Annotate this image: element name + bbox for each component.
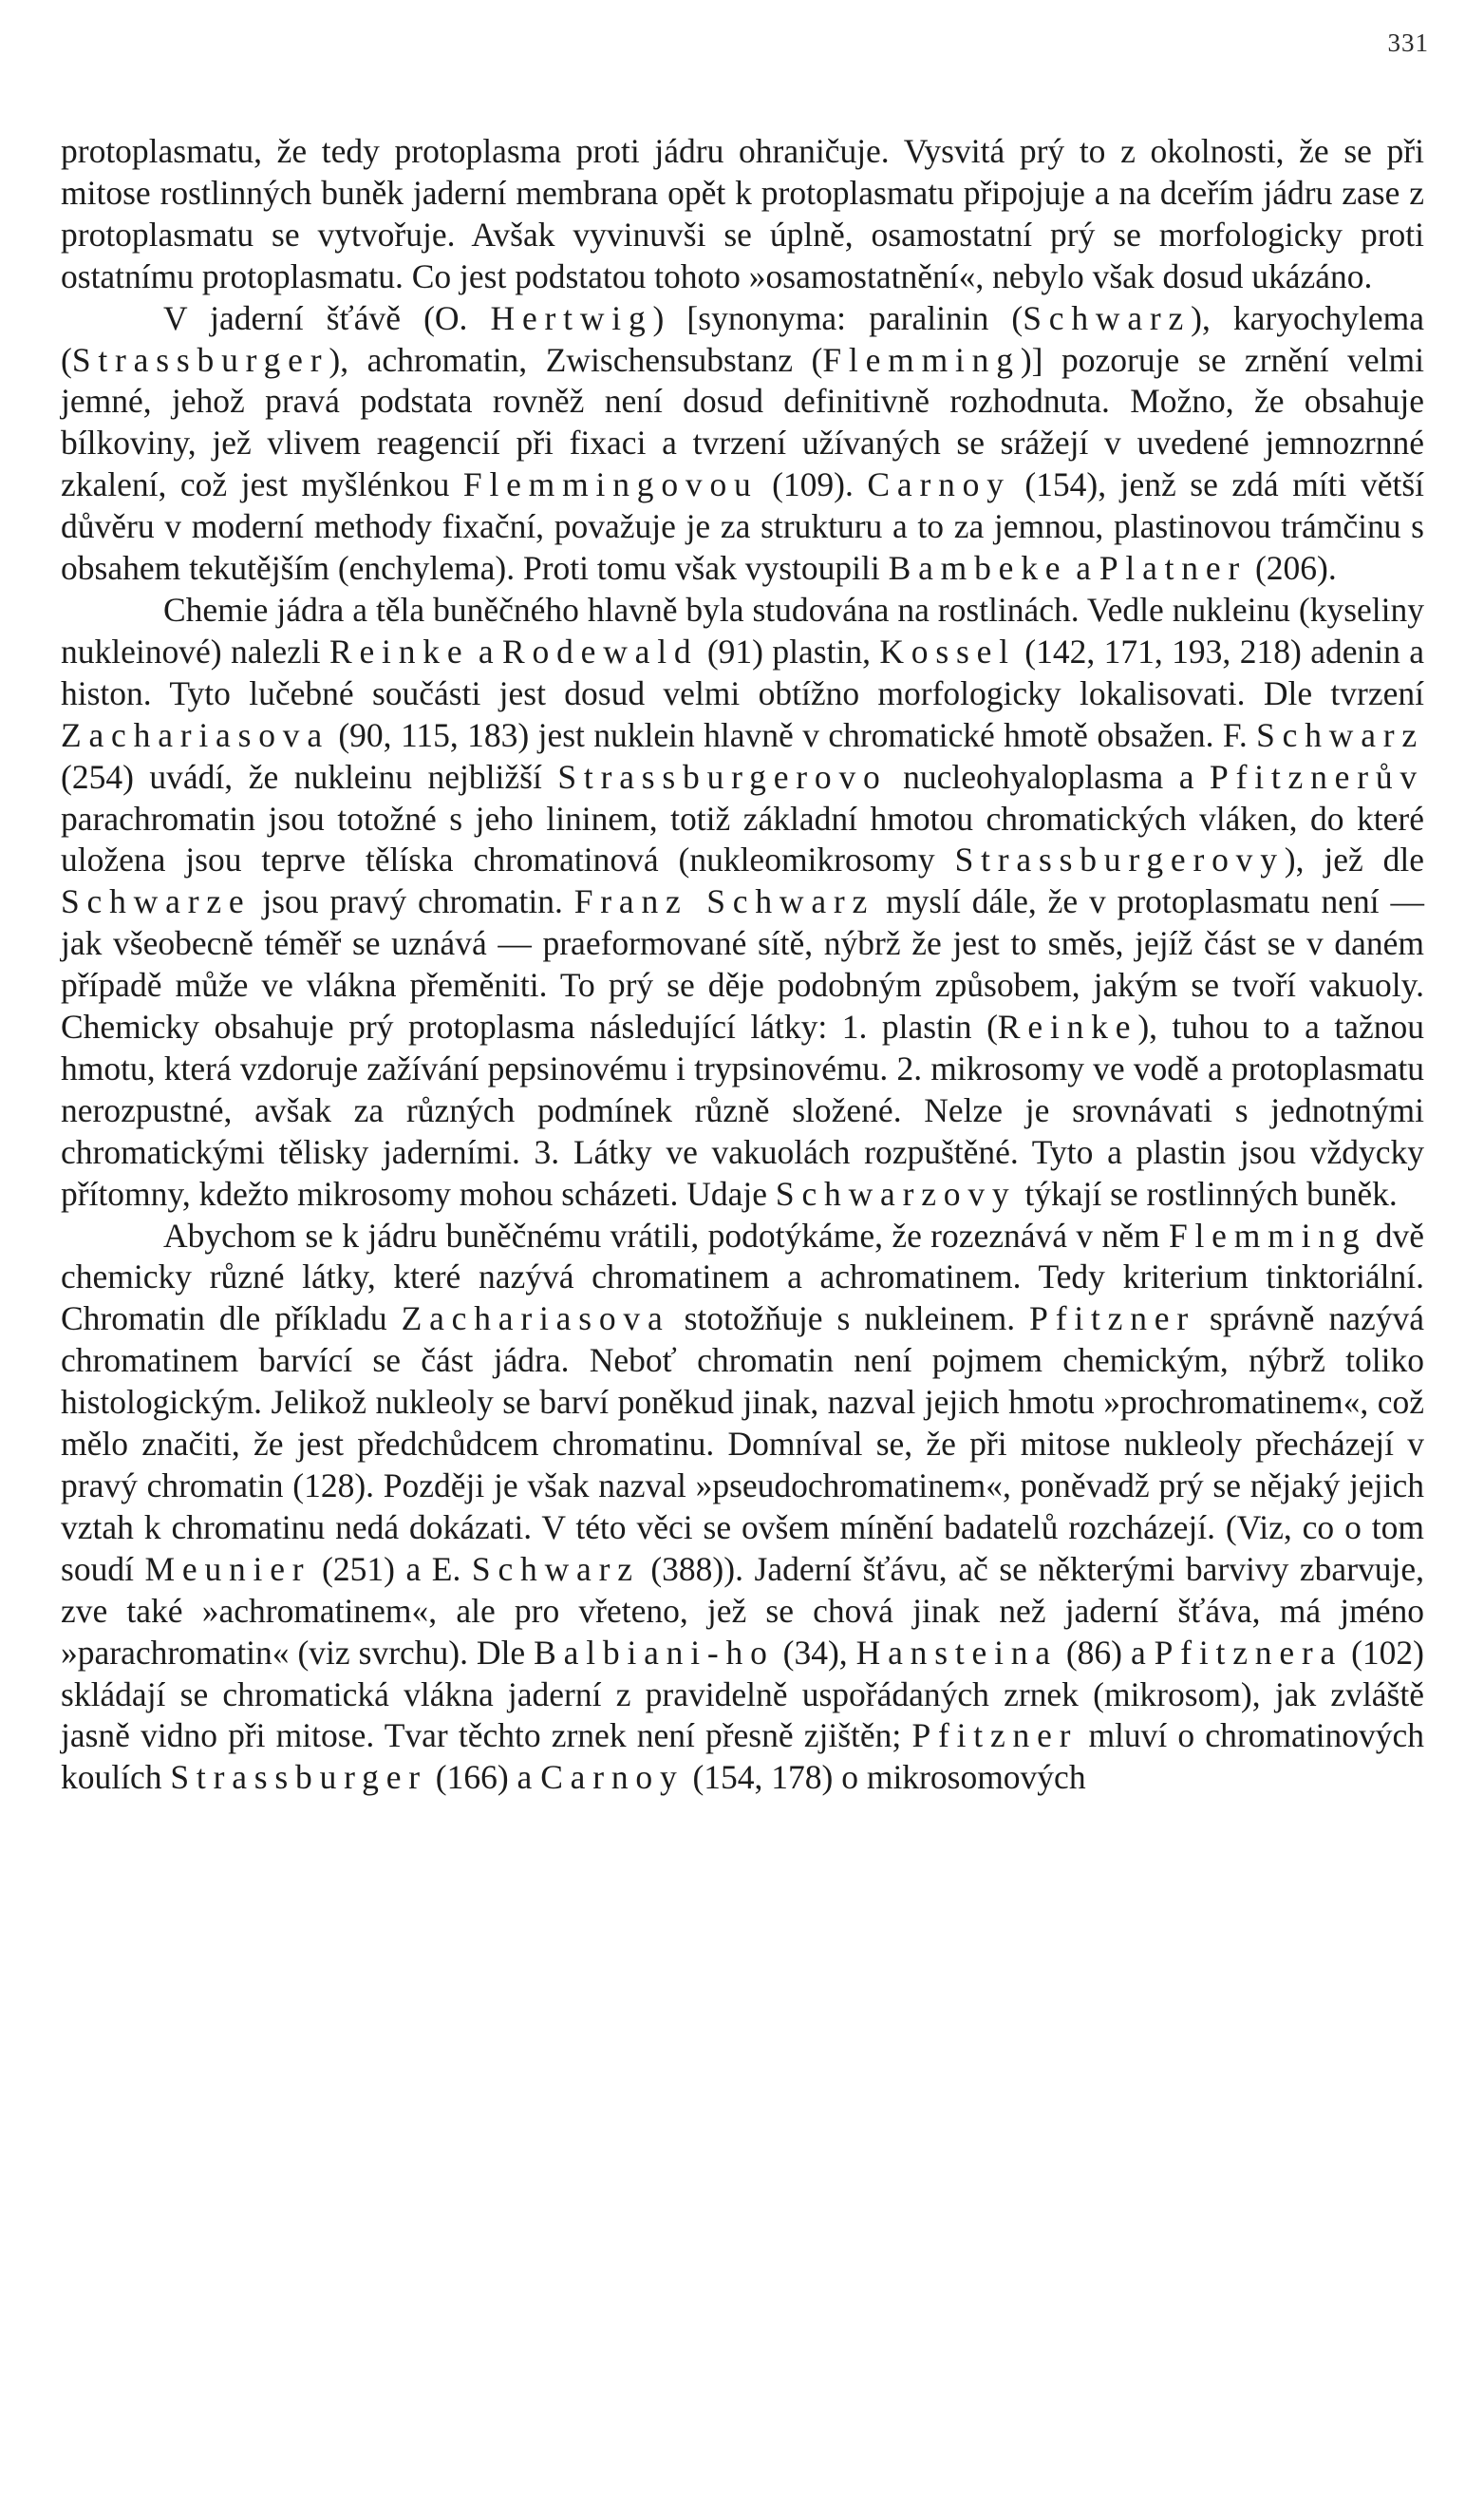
text-run: Abychom se k jádru buněčnému vrátili, podotýkáme, že rozeznává v něm (163, 1216, 1169, 1255)
author-name: Hansteina (855, 1633, 1058, 1672)
author-name: Zachariasova (401, 1299, 670, 1338)
author-name: Schwarzovy (775, 1174, 1017, 1213)
text-run: stotožňuje s nukleinem. (669, 1299, 1030, 1338)
paragraph (61, 1216, 1424, 1800)
text-run: ), karyochylema ( (61, 298, 1425, 379)
text-run: ), jež dle (1284, 841, 1424, 879)
author-name: Schwarz (471, 1549, 640, 1588)
text-run: a (469, 632, 503, 671)
text-run: týkají se rostlinných buněk. (1016, 1174, 1398, 1213)
text-run: (90, 115, 183) jest nuklein hlavně v chromatické hmotě obsažen. F. (329, 715, 1257, 754)
author-name: Schwarz (1023, 298, 1192, 337)
author-name: Pfitznerův (1210, 757, 1424, 796)
text-run: mluví o chromatinových koulích (61, 1716, 1424, 1797)
paragraph (61, 590, 1424, 1216)
text-run: a (1067, 549, 1099, 588)
author-name: Kossel (879, 632, 1016, 671)
body-text (61, 131, 1424, 1799)
author-name: Reinke (329, 632, 470, 671)
text-run: (254) uvádí, že nukleinu nejbližší (61, 757, 558, 796)
text-run: myslí dále, že v protoplasmatu není — jak všeobecně téměř se uznává — praeformované sítě, nýbrž že jest to směs, jejíž část se v daném případě může ve vlákna přeměniti. To prý se děje podobným způsobem, jakým se tvoří vakuoly. Chemicky obsahuje prý protoplasma následující látky: 1. plastin ( (61, 882, 1424, 1047)
text-run: )] pozoruje se zrnění velmi jemné, jehož pravá podstata rovněž není dosud definitivně rozhodnuta. Možno, že obsahuje bílkoviny, jež vlivem reagencií při fixaci a tvrzení užívaných se srážejí v uvedené jemnozrnné zkalení, což jest myšlénkou (61, 340, 1424, 504)
author-name: Schwarz (1256, 715, 1424, 754)
author-name: Schwarze (61, 882, 252, 921)
author-name: Pfitzner (1029, 1299, 1195, 1338)
text-run: Chemie jádra a těla buněčného hlavně byla studována na rostlinách. Vedle nukleinu (kyseliny nukleinové) nalezli (61, 590, 1424, 671)
text-run: dvě chemicky různé látky, které nazývá chromatinem a achromatinem. Tedy kriterium tinktoriální. Chromatin dle příkladu (61, 1216, 1424, 1338)
text-run: protoplasmatu, že tedy protoplasma proti jádru ohraničuje. Vysvitá prý to z okolnosti, že se při mitose rostlinných buněk jaderní membrana opět k protoplasmatu připojuje a na dceřím jádru zase z protoplasmatu se vytvořuje. Avšak vyvinuvši se úplně, osamostatní prý se morfologicky proti ostatnímu protoplasmatu. Co jest podstatou tohoto »osamostatnění«, nebylo však dosud ukázáno. (61, 132, 1424, 295)
text-run: správně nazývá chromatinem barvící se část jádra. Neboť chromatin není pojmem chemickým, nýbrž toliko histologickým. Jelikož nukleoly se barví poněkud jinak, nazval jejich hmotu »prochromatinem«, což mělo značiti, že jest předchůdcem chromatinu. Domníval se, že při mitose nukleoly přecházejí v pravý chromatin (128). Později je však nazval »pseudochromatinem«, poněvadž prý se nějaký jejich vztah k chromatinu nedá dokázati. V této věci se ovšem mínění badatelů rozcházejí. (Viz, co o tom soudí (61, 1299, 1424, 1588)
author-name: Reinke (997, 1008, 1138, 1047)
text-run: parachromatin jsou totožné s jeho lininem, totiž základní hmotou chromatických vláken, do které uložena jsou teprve tělíska chromatinová (nukleomikrosomy (61, 799, 1424, 879)
author-name: Platner (1099, 549, 1248, 588)
text-run: nucleohyaloplasma a (887, 757, 1211, 796)
author-name: Strassburger (71, 340, 329, 379)
text-run: (109). (758, 465, 868, 504)
text-run: (206). (1247, 549, 1337, 588)
author-name: Flemming (822, 340, 1021, 379)
text-run: (86) a (1057, 1633, 1155, 1672)
author-name: Carnoy (540, 1758, 685, 1797)
author-name: Strassburger (170, 1758, 427, 1797)
paragraph (61, 131, 1424, 298)
text-run: (166) a (426, 1758, 541, 1797)
author-name: Rodewald (502, 632, 699, 671)
text-run: (34), (774, 1633, 856, 1672)
text-run: V jaderní šťávě (O. (163, 298, 491, 337)
author-name: Hertwig (490, 298, 653, 337)
author-name: Bambeke (888, 549, 1068, 588)
text-run: (102) skládají se chromatická vlákna jaderní z pravidelně uspořádaných zrnek (mikrosom), jak zvláště jasně vidno při mitose. Tvar těchto zrnek není přesně zjištěn; (61, 1633, 1424, 1755)
text-run: (154), jenž se zdá míti větší důvěru v moderní methody fixační, považuje je za strukturu a to za jemnou, plastinovou trámčinu s obsahem tekutějším (enchylema). Proti tomu však vystoupili (61, 465, 1424, 588)
page-number: 331 (1387, 28, 1429, 57)
text-run: (142, 171, 193, 218) adenin a histon. Tyto lučebné součásti jest dosud velmi obtížno morfologicky lokalisovati. Dle tvrzení (61, 632, 1424, 712)
text-run: (91) plastin, (698, 632, 880, 671)
text-run: (154, 178) o mikrosomových (684, 1758, 1086, 1797)
text-run: (388)). Jaderní šťávu, ač se některými barvivy zbarvuje, zve také »achromatinem«, ale pro vřeteno, jež se chová jinak než jaderní šťáva, má jméno »parachromatin« (viz svrchu). Dle (61, 1549, 1425, 1672)
author-name: Zachariasova (61, 715, 329, 754)
author-name: Strassburgerovo (557, 757, 888, 796)
text-run: ) [synonyma: paralinin ( (652, 298, 1024, 337)
author-name: Franz Schwarz (573, 882, 875, 921)
text-run: ), achromatin, Zwischensubstanz ( (329, 340, 823, 379)
author-name: Strassburgerovy (954, 841, 1285, 879)
author-name: Pfitznera (1154, 1633, 1343, 1672)
author-name: Meunier (144, 1549, 311, 1588)
text-run: jsou pravý chromatin. (251, 882, 574, 921)
author-name: Balbiani-ho (534, 1633, 775, 1672)
author-name: Flemming (1168, 1216, 1367, 1255)
author-name: Carnoy (867, 465, 1011, 504)
author-name: Flemmingovou (462, 465, 759, 504)
paragraph (61, 298, 1424, 590)
author-name: Pfitzner (911, 1716, 1079, 1755)
text-run: ), tuhou to a tažnou hmotu, která vzdoruje zažívání pepsinovému i trypsinovému. 2. mikrosomy ve vodě a protoplasmatu nerozpustné, avšak za různých podmínek různě složené. Nelze je srovnávati s jednotnými chromatickými tělisky jaderními. 3. Látky ve vakuolách rozpuštěné. Tyto a plastin jsou vždycky přítomny, kdežto mikrosomy mohou scházeti. Udaje (61, 1008, 1424, 1213)
text-run: (251) a E. (310, 1549, 472, 1588)
